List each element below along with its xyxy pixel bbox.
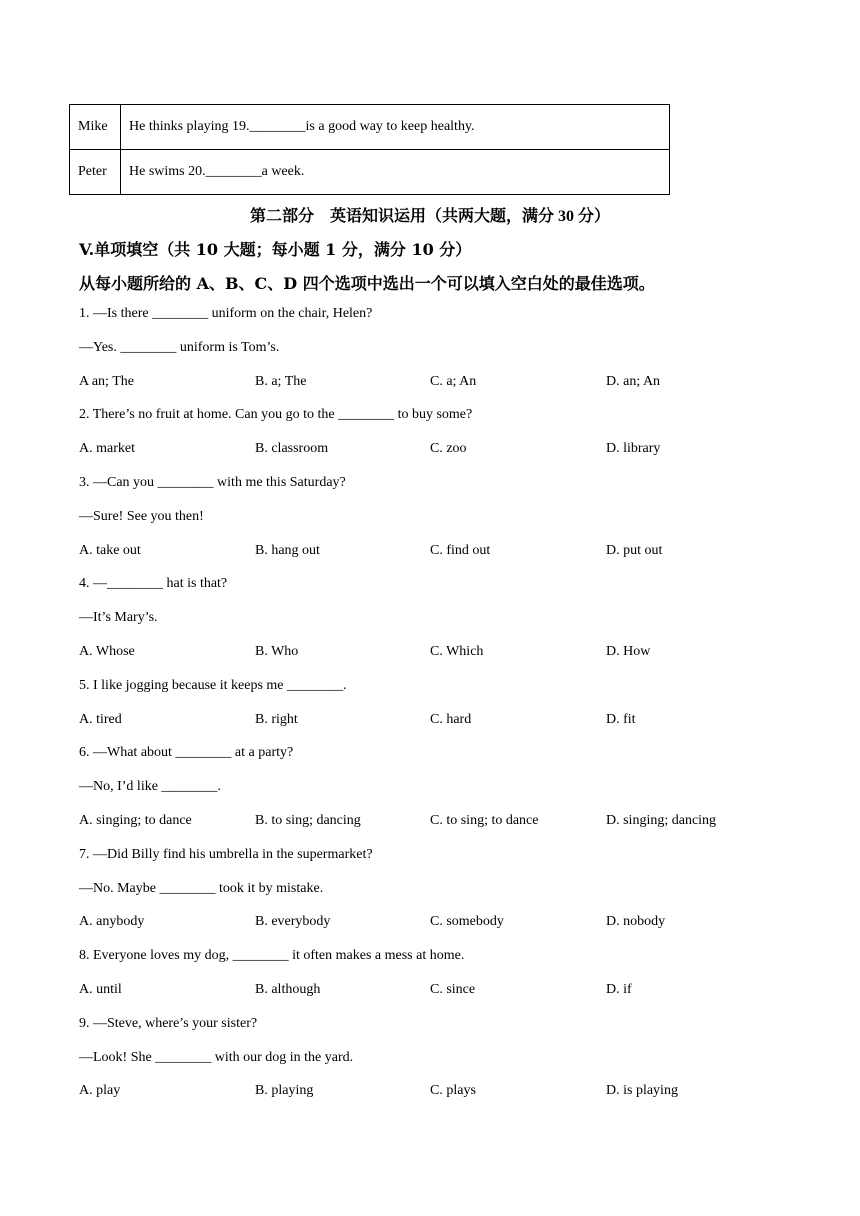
- answer-option: C. plays: [430, 1083, 476, 1098]
- answer-option: A. play: [79, 1083, 121, 1098]
- answer-option: B. a; The: [255, 374, 307, 389]
- question-reply: —It’s Mary’s.: [79, 610, 158, 625]
- table-cell-text: He swims 20.________a week.: [121, 150, 670, 195]
- answer-option: A. tired: [79, 712, 122, 727]
- answer-option: B. hang out: [255, 543, 320, 558]
- answer-option: A. take out: [79, 543, 141, 558]
- question-stem: 6. —What about ________ at a party?: [79, 745, 294, 760]
- question-reply: —Look! She ________ with our dog in the yard.: [79, 1050, 354, 1065]
- answer-option: C. find out: [430, 543, 491, 558]
- question-reply: —Yes. ________ uniform is Tom’s.: [79, 340, 280, 355]
- answer-option: B. Who: [255, 644, 299, 659]
- question-stem: 1. —Is there ________ uniform on the chair, Helen?: [79, 306, 373, 321]
- answer-option: C. to sing; to dance: [430, 813, 539, 828]
- question-reply: —No, I’d like ________.: [79, 779, 221, 794]
- question-stem: 3. —Can you ________ with me this Saturday?: [79, 475, 346, 490]
- answer-option: A. Whose: [79, 644, 135, 659]
- answer-option: C. since: [430, 982, 476, 997]
- table-row: [70, 150, 670, 195]
- response-table: [69, 104, 670, 195]
- answer-option: B. classroom: [255, 441, 329, 456]
- part-heading: 第二部分 英语知识运用（共两大题，满分 30 分）: [249, 208, 610, 225]
- table-row: [70, 105, 670, 150]
- answer-option: A an; The: [79, 374, 134, 389]
- answer-option: C. hard: [430, 712, 472, 727]
- answer-option: D. library: [606, 441, 661, 456]
- question-stem: 4. —________ hat is that?: [79, 576, 228, 591]
- answer-option: A. anybody: [79, 914, 145, 929]
- answer-option: B. playing: [255, 1083, 314, 1098]
- answer-option: D. nobody: [606, 914, 666, 929]
- answer-option: B. to sing; dancing: [255, 813, 361, 828]
- question-stem: 7. —Did Billy find his umbrella in the supermarket?: [79, 847, 373, 862]
- question-stem: 5. I like jogging because it keeps me ________.: [79, 678, 347, 693]
- answer-option: B. although: [255, 982, 321, 997]
- answer-option: D. singing; dancing: [606, 813, 717, 828]
- answer-option: C. a; An: [430, 374, 477, 389]
- answer-option: D. put out: [606, 543, 663, 558]
- question-stem: 2. There’s no fruit at home. Can you go to the ________ to buy some?: [79, 407, 473, 422]
- table-cell-text: He thinks playing 19.________is a good way to keep healthy.: [121, 105, 670, 150]
- table-cell-name: Mike: [70, 105, 121, 150]
- question-reply: —Sure! See you then!: [79, 509, 204, 524]
- answer-option: C. zoo: [430, 441, 467, 456]
- question-stem: 9. —Steve, where’s your sister?: [79, 1016, 258, 1031]
- answer-option: D. is playing: [606, 1083, 678, 1098]
- table-cell-name: Peter: [70, 150, 121, 195]
- answer-option: D. if: [606, 982, 632, 997]
- answer-option: C. somebody: [430, 914, 504, 929]
- answer-option: D. How: [606, 644, 651, 659]
- answer-option: B. right: [255, 712, 298, 727]
- answer-option: A. market: [79, 441, 135, 456]
- question-reply: —No. Maybe ________ took it by mistake.: [79, 881, 324, 896]
- answer-option: C. Which: [430, 644, 484, 659]
- answer-option: A. singing; to dance: [79, 813, 192, 828]
- instruction: 从每小题所给的 A、B、C、D 四个选项中选出一个可以填入空白处的最佳选项。: [79, 274, 655, 293]
- answer-option: D. an; An: [606, 374, 661, 389]
- answer-option: A. until: [79, 982, 122, 997]
- question-stem: 8. Everyone loves my dog, ________ it often makes a mess at home.: [79, 948, 465, 963]
- section-title: V.单项填空（共 10 大题；每小题 1 分，满分 10 分）: [79, 240, 472, 259]
- answer-option: D. fit: [606, 712, 636, 727]
- answer-option: B. everybody: [255, 914, 331, 929]
